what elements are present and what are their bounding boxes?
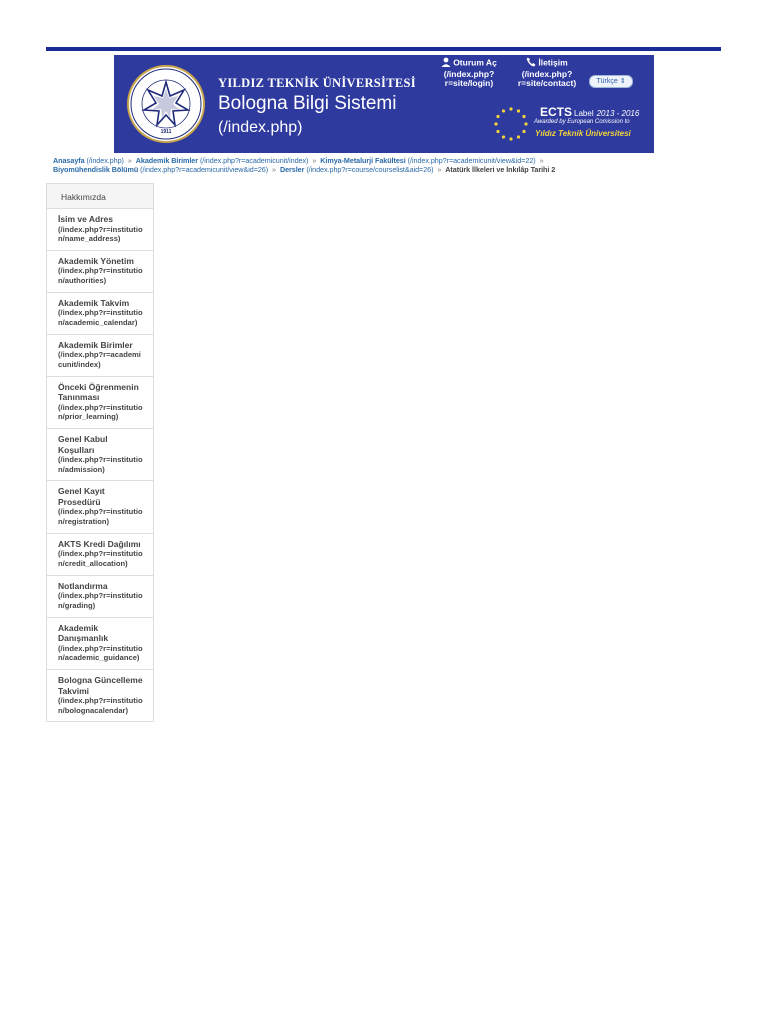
sidebar-item-label: İsim ve Adres [58, 214, 113, 224]
sidebar-header: Hakkımızda [46, 183, 154, 209]
sidebar-item-url: (/index.php?r=institution/bolognacalendar) [58, 696, 143, 715]
breadcrumb-url[interactable]: (/index.php?r=academicunit/view&id=22) [407, 156, 536, 165]
sidebar-item-label: Bologna Güncelleme Takvimi [58, 675, 143, 696]
phone-icon [526, 57, 536, 70]
ects-award-text: Awarded by European Comission to [534, 119, 630, 125]
system-home-link[interactable]: (/index.php) [218, 119, 303, 136]
sidebar-item-academic-calendar[interactable] [46, 293, 154, 335]
breadcrumb-separator: » [437, 165, 442, 174]
login-url-line-1: (/index.php? [443, 68, 495, 79]
contact-link[interactable] [506, 57, 588, 89]
sidebar-item-url: (/index.php?r=institution/authorities) [58, 266, 143, 286]
breadcrumb-item[interactable]: Anasayfa [53, 156, 85, 165]
contact-label: İletişim [538, 57, 568, 68]
breadcrumb-url[interactable]: (/index.php) [86, 156, 124, 165]
contact-url-line-1: (/index.php? [521, 68, 573, 79]
sidebar [46, 183, 154, 722]
sidebar-item-label: Akademik Takvim [58, 297, 130, 308]
sidebar-item-label: Akademik Yönetim [58, 255, 134, 266]
ects-label-text: ECTS [540, 105, 573, 119]
breadcrumb-url[interactable]: (/index.php?r=academicunit/index) [199, 156, 309, 165]
sidebar-item-url: (/index.php?r=institution/credit_allocation) [58, 549, 143, 569]
sidebar-item-authorities[interactable] [46, 251, 154, 293]
sidebar-item-url: (/index.php?r=institution/registration) [58, 507, 143, 527]
sidebar-item-academic-units[interactable] [46, 335, 154, 377]
breadcrumb-item[interactable]: Kimya-Metalurji Fakültesi [320, 156, 406, 165]
sidebar-item-url: (/index.php?r=institution/academic_calendar) [58, 308, 143, 328]
sidebar-item-admission[interactable] [46, 429, 154, 481]
breadcrumb-url[interactable]: (/index.php?r=academicunit/view&id=26) [140, 165, 269, 174]
sidebar-item-label: Akademik Birimler [58, 339, 133, 350]
header-accent-line [46, 47, 721, 51]
sidebar-item-credit-allocation[interactable] [46, 534, 154, 576]
login-url-line-2: r=site/login) [444, 78, 494, 88]
sidebar-item-url: (/index.php?r=institution/admission) [58, 455, 143, 474]
university-name: YILDIZ TEKNİK ÜNİVERSİTESİ [218, 76, 416, 90]
language-select[interactable] [589, 75, 633, 88]
breadcrumb [53, 156, 693, 174]
breadcrumb-item[interactable]: Biyomühendislik Bölümü [53, 165, 139, 174]
breadcrumb-separator: » [312, 156, 317, 165]
header-banner [114, 55, 654, 153]
sidebar-item-name-address[interactable] [46, 209, 154, 251]
login-label: Oturum Aç [453, 57, 497, 68]
select-arrows-icon: ⇕ [619, 78, 626, 85]
sidebar-item-label: Notlandırma [58, 580, 108, 591]
user-icon [441, 57, 451, 70]
sidebar-item-academic-guidance[interactable] [46, 618, 154, 670]
sidebar-item-label: Genel Kayıt Prosedürü [58, 486, 105, 507]
eu-stars-icon [492, 105, 530, 143]
sidebar-item-url: (/index.php?r=institution/prior_learning) [58, 402, 143, 422]
ects-label-word: Label [574, 109, 594, 118]
sidebar-item-label: Genel Kabul Koşulları [58, 434, 108, 455]
seal-year: 1911 [160, 129, 172, 135]
sidebar-item-url: (/index.php?r=institution/grading) [58, 591, 143, 610]
sidebar-item-label: Önceki Öğrenmenin Tanınması [58, 381, 139, 403]
breadcrumb-item[interactable]: Dersler [279, 165, 305, 174]
breadcrumb-separator: » [539, 156, 544, 165]
sidebar-item-url: (/index.php?r=academicunit/index) [58, 350, 141, 369]
ects-university: Yıldız Teknik Üniversitesi [535, 129, 631, 138]
sidebar-item-registration[interactable] [46, 481, 154, 533]
system-name[interactable]: Bologna Bilgi Sistemi [218, 93, 397, 114]
sidebar-item-label: AKTS Kredi Dağılımı [58, 538, 141, 549]
sidebar-item-grading[interactable] [46, 576, 154, 618]
breadcrumb-current: Atatürk İlkeleri ve İnkılâp Tarihi 2 [445, 165, 556, 174]
sidebar-item-url: (/index.php?r=institution/name_address) [58, 224, 143, 244]
login-link[interactable] [430, 57, 508, 89]
sidebar-item-url: (/index.php?r=institution/academic_guidance) [58, 643, 143, 663]
sidebar-item-label: Akademik Danışmanlık [58, 622, 109, 644]
ects-years: 2013 - 2016 [596, 109, 640, 118]
contact-url-line-2: r=site/contact) [517, 78, 577, 88]
university-seal-logo[interactable] [127, 65, 205, 143]
ects-label-title [540, 105, 639, 119]
language-select-label: Türkçe [596, 78, 618, 85]
sidebar-item-prior-learning[interactable] [46, 377, 154, 429]
breadcrumb-item[interactable]: Akademik Birimler [135, 156, 199, 165]
breadcrumb-separator: » [272, 165, 276, 174]
breadcrumb-url[interactable]: (/index.php?r=course/courselist&aid=26) [306, 165, 434, 174]
breadcrumb-separator: » [127, 156, 132, 165]
sidebar-item-bologna-calendar[interactable] [46, 670, 154, 722]
